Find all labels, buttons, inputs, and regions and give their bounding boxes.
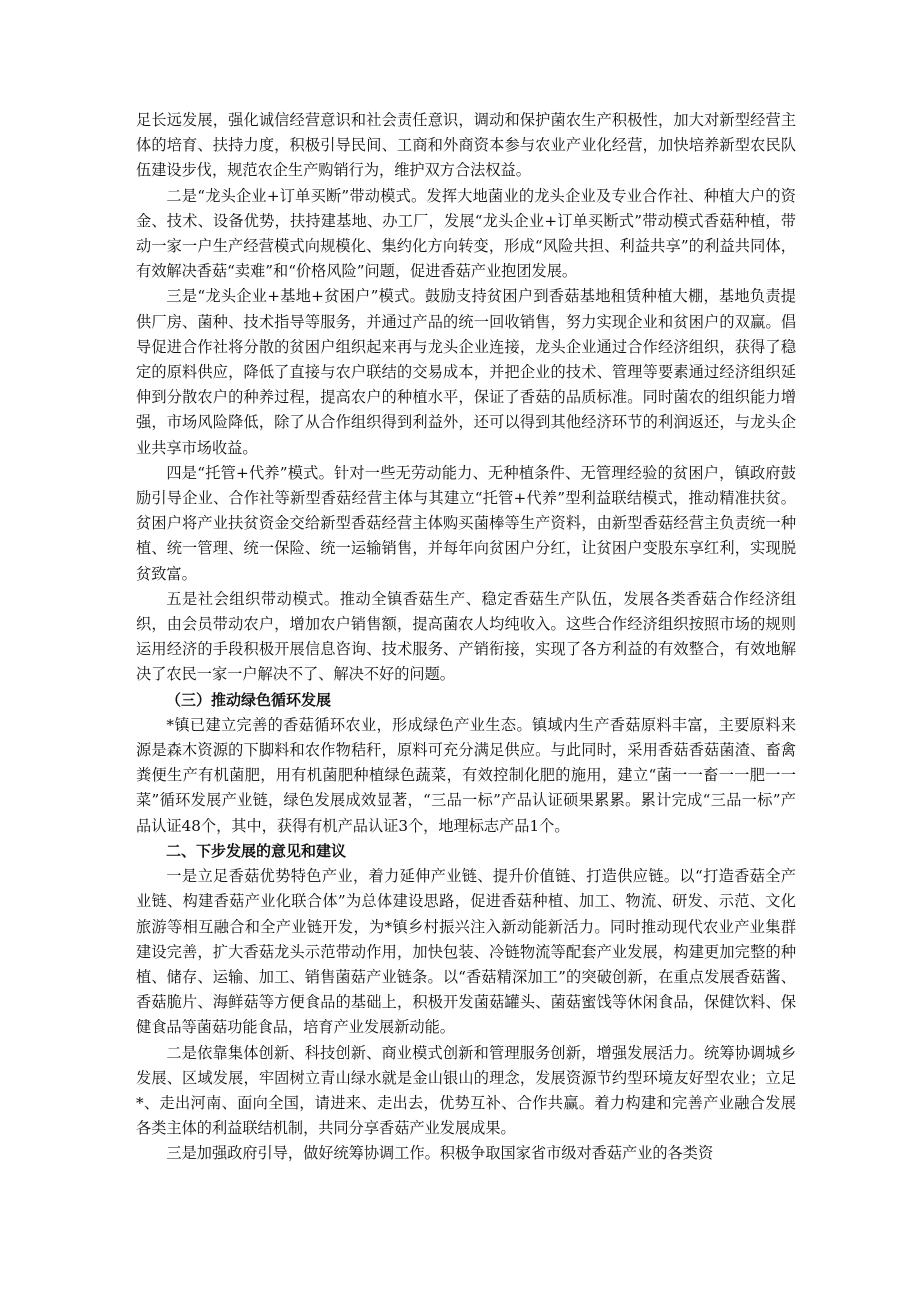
paragraph-suggestion-three: 三是加强政府引导，做好统筹协调工作。积极争取国家省市级对香菇产业的各类资 (166, 1144, 714, 1163)
paragraph-model-five: 五是社会组织带动模式。推动全镇香菇生产、稳定香菇生产队伍，发展各类香菇合作经济组织，由会员带动农户，增加农户销售额，提高菌农人均纯收入。这些合作经济组织按照市场的规则运用经济的手段积极开展信息咨询、技术服务、产销衔接，实现了各方利益的有效整合，有效地解决了农民一家一户解决不了、解决不好的问题。 (136, 589, 796, 684)
paragraph-green-cycle: *镇已建立完善的香菇循环农业，形成绿色产业生态。镇域内生产香菇原料丰富，主要原料来源是森木资源的下脚料和农作物秸秆，原料可充分满足供应。与此同时，采用香菇香菇菌渣、畜禽粪便生产有机菌肥，用有机菌肥种植绿色蔬菜，有效控制化肥的施用，建立“菌一一畜一一肥一一菜”循环发展产业链，绿色发展成效显著，“三品一标”产品认证硕果累累。累计完成“三品一标”产品认证48个，其中，获得有机产品认证3个，地理标志产品1个。 (136, 715, 796, 835)
paragraph-suggestion-one: 一是立足香菇优势特色产业，着力延伸产业链、提升价值链、打造供应链。以“打造香菇全产业链、构建香菇产业化联合体”为总体建设思路，促进香菇种植、加工、物流、研发、示范、文化旅游等相互融合和全产业链开发，为*镇乡村振兴注入新动能新活力。同时推动现代农业产业集群建设完善，扩大香菇龙头示范带动作用，加快包装、冷链物流等配套产业发展，构建更加完整的种植、储存、运输、加工、销售菌菇产业链条。以“香菇精深加工”的突破创新，在重点发展香菇酱、香菇脆片、海鲜菇等方便食品的基础上，积极开发菌菇罐头、菌菇蜜饯等休闲食品，保健饮料、保健食品等菌菇功能食品，培育产业发展新动能。 (136, 867, 796, 1037)
paragraph-suggestion-two: 二是依靠集体创新、科技创新、商业模式创新和管理服务创新，增强发展活力。统筹协调城乡发展、区域发展，牢固树立青山绿水就是金山银山的理念，发展资源节约型环境友好型农业；立足*、走出河南、面向全国，请进来、走出去，优势互补、合作共赢。着力构建和完善产业融合发展各类主体的利益联结机制，共同分享香菇产业发展成果。 (136, 1043, 796, 1138)
paragraph-model-three: 三是“龙头企业+基地+贫困户”模式。鼓励支持贫困户到香菇基地租赁种植大棚，基地负责提供厂房、菌种、技术指导等服务，并通过产品的统一回收销售，努力实现企业和贫困户的双赢。倡导促进合作社将分散的贫困户组织起来再与龙头企业连接，龙头企业通过合作经济组织，获得了稳定的原料供应，降低了直接与农户联结的交易成本，并把企业的技术、管理等要素通过经济组织延伸到分散农户的种养过程，提高农户的种植水平，保证了香菇的品质标准。同时菌农的组织能力增强，市场风险降低，除了从合作组织得到利益外，还可以得到其他经济环节的利润返还，与龙头企业共享市场收益。 (136, 287, 796, 457)
paragraph-model-four: 四是“托管+代养”模式。针对一些无劳动能力、无种植条件、无管理经验的贫困户，镇政府鼓励引导企业、合作社等新型香菇经营主体与其建立“托管+代养”型利益联结模式，推动精准扶贫。贫困户将产业扶贫资金交给新型香菇经营主体购买菌棒等生产资料，由新型香菇经营主负责统一种植、统一管理、统一保险、统一运输销售，并每年向贫困户分红，让贫困户变股东享红利，实现脱贫致富。 (136, 463, 796, 583)
section-heading-suggestions: 二、下步发展的意见和建议 (166, 841, 347, 860)
paragraph-continued: 足长远发展，强化诚信经营意识和社会责任意识，调动和保护菌农生产积极性，加大对新型经营主体的培育、扶持力度，积极引导民间、工商和外商资本参与农业产业化经营，加快培养新型农民队伍建设步伐，规范农企生产购销行为，维护双方合法权益。 (136, 111, 796, 180)
paragraph-model-two: 二是“龙头企业+订单买断”带动模式。发挥大地菌业的龙头企业及专业合作社、种植大户的资金、技术、设备优势，扶持建基地、办工厂，发展“龙头企业+订单买断式”带动模式香菇种植，带动一家一户生产经营模式向规模化、集约化方向转变，形成“风险共担、利益共享”的利益共同体，有效解决香菇“卖难”和“价格风险”问题，促进香菇产业抱团发展。 (136, 186, 796, 281)
document-page (136, 108, 796, 1167)
section-heading-green-development: （三）推动绿色循环发展 (166, 690, 332, 709)
